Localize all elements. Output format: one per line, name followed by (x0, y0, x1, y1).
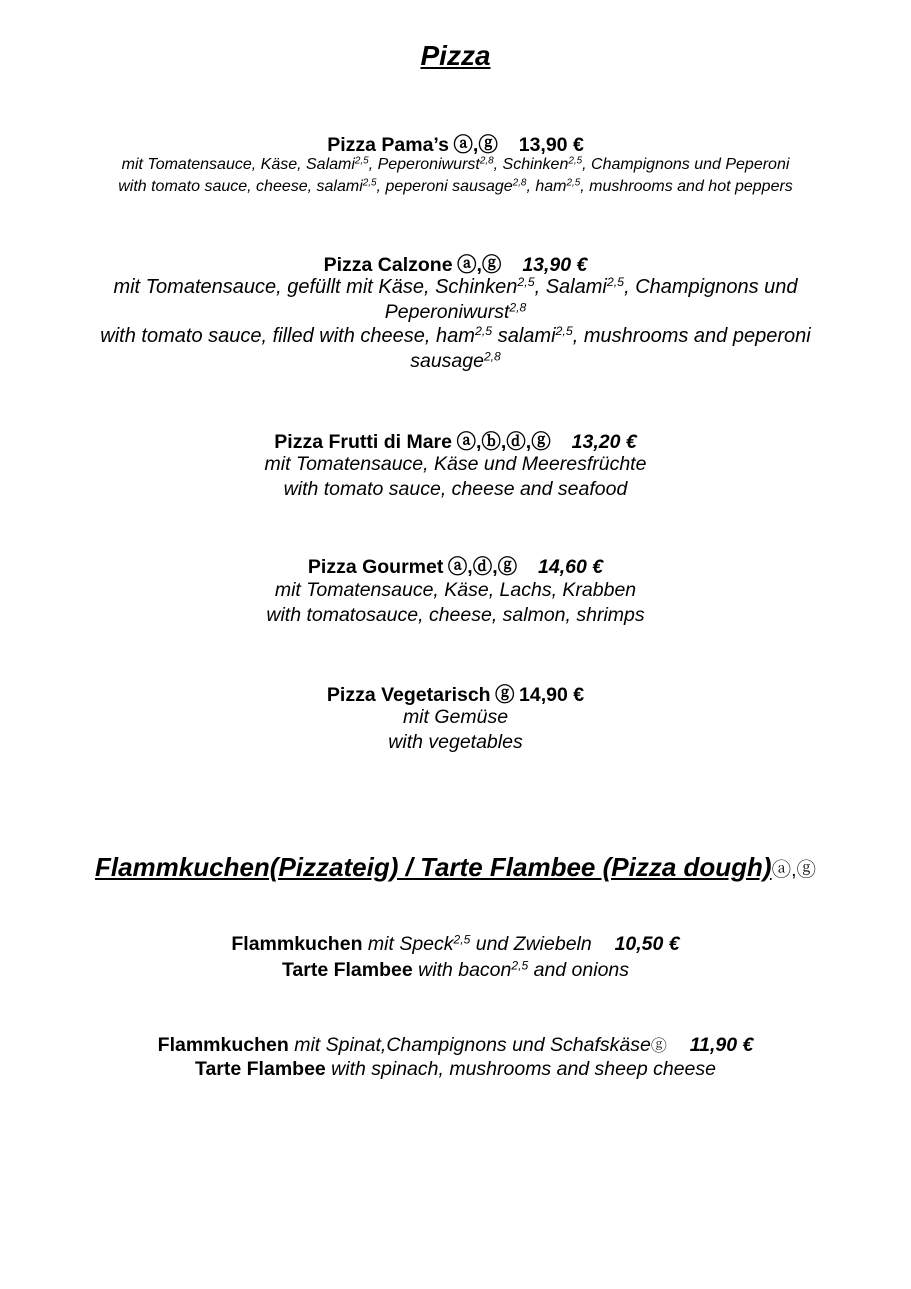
item-description-en: with vegetables (388, 731, 523, 753)
allergen-codes: ⓐ,ⓖ (453, 134, 498, 156)
menu-item-heading (0, 129, 911, 157)
page-title: Pizza (420, 40, 491, 71)
section-title-text: Flammkuchen(Pizzateig) / Tarte Flambee (Pizza dough) (94, 852, 772, 882)
item-description-de: mit Spinat,Champignons und Schafskäse (288, 1034, 651, 1056)
allergen-codes: ⓖ (495, 684, 515, 706)
allergen-codes: ⓐ,ⓖ (457, 254, 502, 276)
item-description-en: with tomato sauce, filled with cheese, ham$^{2,5}$ salami$^{2,5}$, mushrooms and peperoni (100, 324, 811, 347)
allergen-codes: ⓐ,ⓓ,ⓖ (447, 556, 518, 578)
allergen-codes: ⓖ (650, 1038, 667, 1055)
item-name: Flammkuchen (231, 933, 363, 955)
item-price: 13,20 € (571, 431, 637, 453)
item-name: Pizza Frutti di Mare (274, 431, 452, 453)
item-description-en: with tomatosauce, cheese, salmon, shrimps (266, 604, 645, 626)
item-description-en: with bacon$^{2,5}$ and onions (412, 958, 630, 981)
item-name-en: Tarte Flambee (281, 959, 413, 981)
allergen-codes: ⓐ,ⓖ (771, 859, 816, 881)
menu-item-english (0, 959, 911, 982)
menu-item-heading (0, 551, 911, 579)
item-name: Pizza Gourmet (307, 556, 444, 578)
item-name-en: Tarte Flambee (194, 1058, 326, 1080)
item-price: 14,60 € (538, 556, 604, 578)
item-description-de: mit Tomatensauce, Käse, Lachs, Krabben (274, 579, 637, 601)
menu-item-heading (0, 1033, 911, 1057)
item-price: 14,90 € (519, 684, 585, 706)
item-price: 13,90 € (518, 134, 584, 156)
item-description-de-cont: Peperoniwurst$^{2,8}$ (384, 300, 527, 323)
item-name: Flammkuchen (157, 1034, 289, 1056)
menu-item-heading (0, 679, 911, 707)
menu-item-heading (0, 933, 911, 956)
item-description-de: mit Speck$^{2,5}$ und Zwiebeln (362, 932, 592, 955)
item-description-de: mit Tomatensauce, gefüllt mit Käse, Schinken$^{2,5}$, Salami$^{2,5}$, Champignons und (113, 275, 798, 298)
item-price: 13,90 € (522, 254, 588, 276)
item-name: Pizza Pama’s (327, 134, 449, 156)
item-description-de: mit Gemüse (402, 706, 509, 728)
item-name: Pizza Calzone (323, 254, 453, 276)
menu-item-english (0, 1058, 911, 1081)
allergen-codes: ⓐ,ⓑ,ⓓ,ⓖ (456, 431, 551, 453)
section-title (0, 852, 911, 883)
item-description-en: with tomato sauce, cheese and seafood (283, 478, 628, 500)
item-description-en: with tomato sauce, cheese, salami$^{2,5}$, peperoni sausage$^{2,8}$, ham$^{2,5}$, mushrooms and hot peppers (118, 177, 793, 195)
item-description-en: with spinach, mushrooms and sheep cheese (325, 1058, 716, 1080)
menu-item-heading (0, 249, 911, 277)
item-price: 11,90 € (689, 1034, 754, 1056)
menu-item-heading (0, 426, 911, 454)
item-name: Pizza Vegetarisch (326, 684, 491, 706)
item-description-de: mit Tomatensauce, Käse, Salami$^{2,5}$, Peperoniwurst$^{2,8}$, Schinken$^{2,5}$, Champignons und Peperoni (121, 155, 790, 173)
item-description-de: mit Tomatensauce, Käse und Meeresfrüchte (264, 453, 647, 475)
item-description-en-cont: sausage$^{2,8}$ (410, 349, 501, 372)
item-price: 10,50 € (614, 933, 680, 955)
